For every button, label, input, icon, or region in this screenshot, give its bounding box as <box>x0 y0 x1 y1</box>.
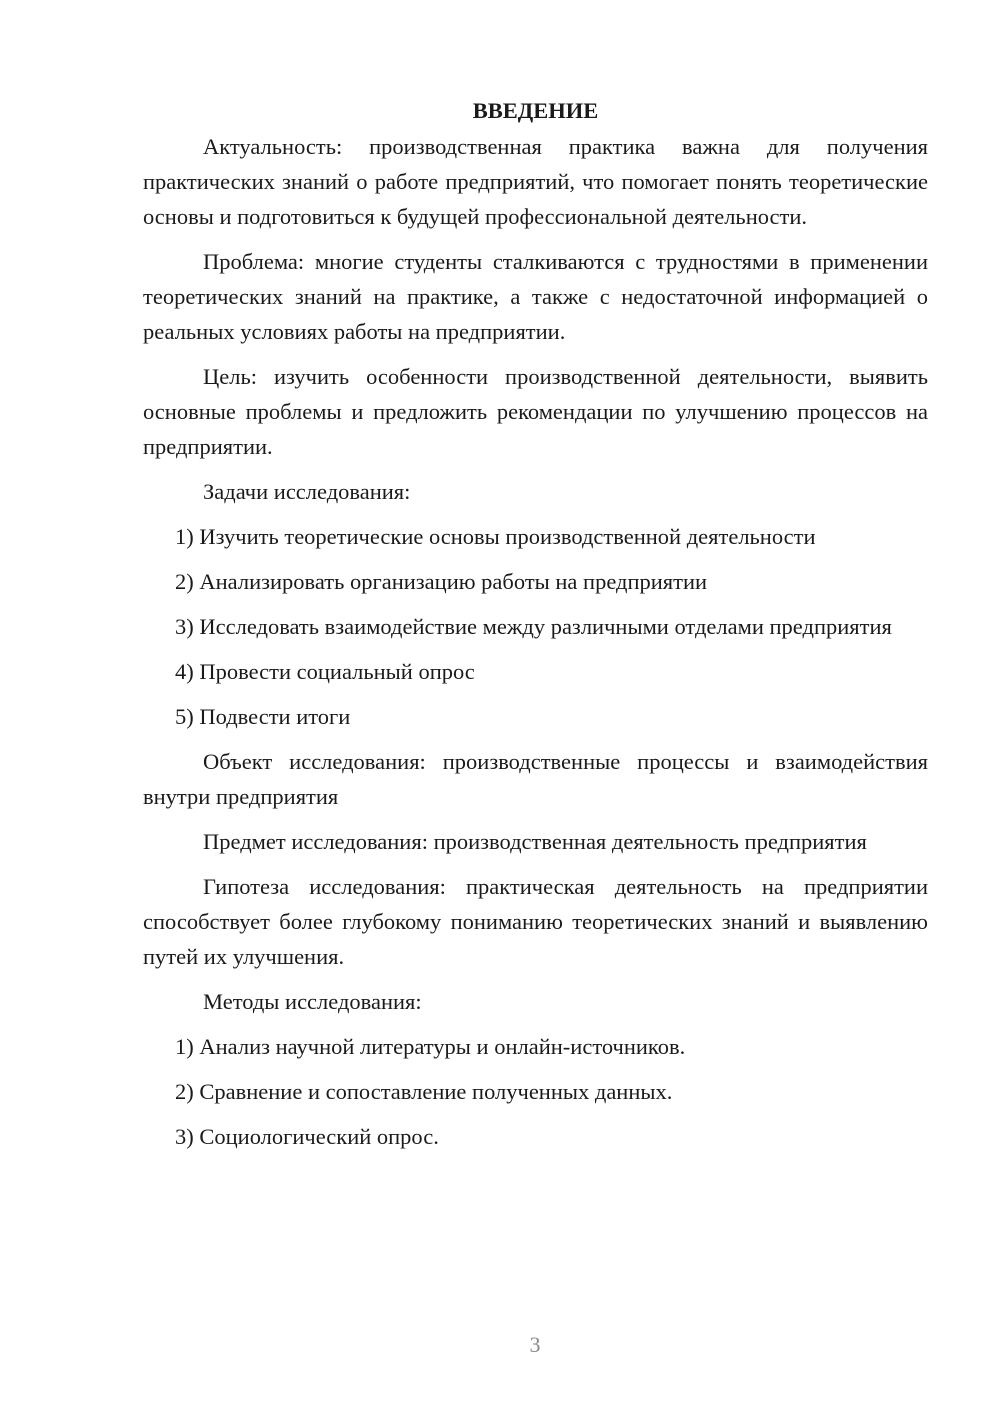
section-title: ВВЕДЕНИЕ <box>472 98 599 123</box>
task-item: 1) Изучить теоретические основы производственной деятельности <box>175 524 816 549</box>
document-body <box>143 93 928 1164</box>
methods-heading: Методы исследования: <box>203 989 422 1014</box>
problem-paragraph: Проблема: многие студенты сталкиваются с трудностями в применении теоретических знаний на практике, а также с недостаточной информацией о реальных условиях работы на предприятии. <box>143 249 928 344</box>
task-item: 3) Исследовать взаимодействие между различными отделами предприятия <box>175 614 892 639</box>
method-item: 1) Анализ научной литературы и онлайн-источников. <box>175 1034 686 1059</box>
tasks-heading: Задачи исследования: <box>203 479 411 504</box>
task-item: 2) Анализировать организацию работы на предприятии <box>175 569 708 594</box>
methods-list <box>143 1029 928 1154</box>
task-item: 4) Провести социальный опрос <box>175 659 475 684</box>
relevance-paragraph: Актуальность: производственная практика важна для получения практических знаний о работе предприятий, что помогает понять теоретические основы и подготовиться к будущей профессиональной деятельности. <box>143 134 928 229</box>
hypothesis-paragraph: Гипотеза исследования: практическая деятельность на предприятии способствует более глубокому пониманию теоретических знаний и выявлению путей их улучшения. <box>143 874 928 969</box>
method-item: 3) Социологический опрос. <box>175 1124 439 1149</box>
tasks-list <box>143 519 928 734</box>
page-number: 3 <box>529 1332 541 1357</box>
subject-paragraph: Предмет исследования: производственная деятельность предприятия <box>203 829 867 854</box>
goal-paragraph: Цель: изучить особенности производственной деятельности, выявить основные проблемы и предложить рекомендации по улучшению процессов на предприятии. <box>143 364 928 459</box>
method-item: 2) Сравнение и сопоставление полученных данных. <box>175 1079 673 1104</box>
object-paragraph: Объект исследования: производственные процессы и взаимодействия внутри предприятия <box>143 749 928 809</box>
task-item: 5) Подвести итоги <box>175 704 351 729</box>
